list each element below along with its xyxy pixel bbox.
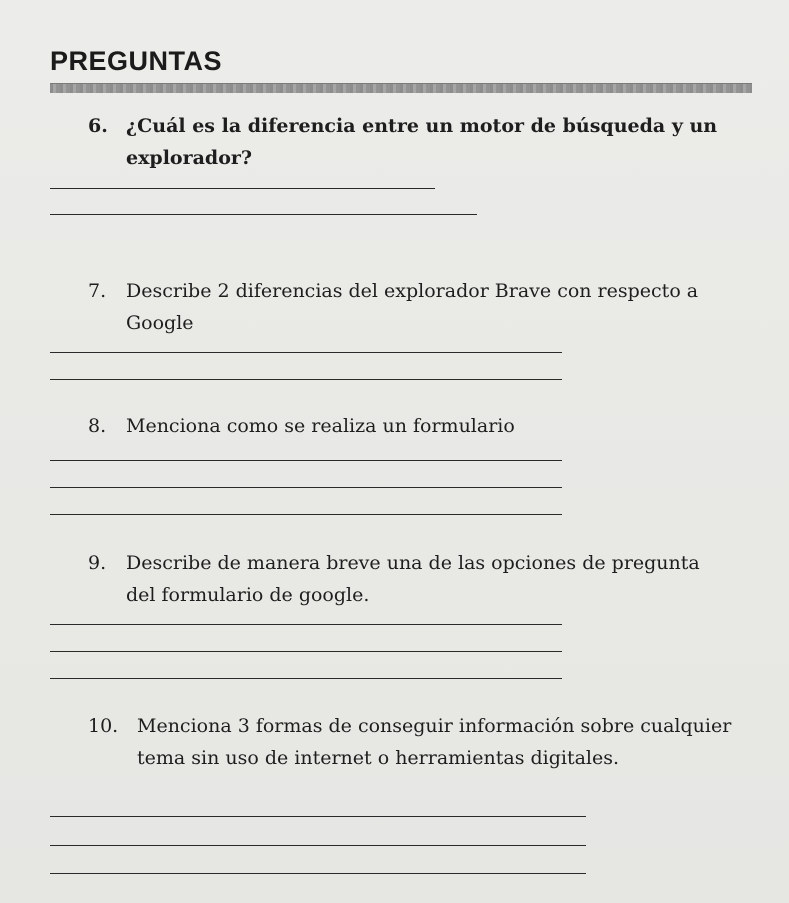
bleed-through-text [90, 20, 94, 38]
page-title: PREGUNTAS [50, 46, 223, 76]
question-8 [88, 410, 728, 442]
answer-line[interactable] [50, 188, 435, 189]
question-text: Menciona como se realiza un formulario [126, 415, 515, 437]
question-text: Menciona 3 formas de conseguir información sobre cualquier tema sin uso de internet o herramientas digitales. [137, 715, 732, 769]
answer-line[interactable] [50, 845, 586, 846]
answer-line[interactable] [50, 624, 562, 625]
answer-line[interactable] [50, 487, 562, 488]
question-text: ¿Cuál es la diferencia entre un motor de búsqueda y un explorador? [126, 115, 718, 169]
answer-line[interactable] [50, 678, 562, 679]
answer-line[interactable] [50, 379, 562, 380]
question-6 [88, 110, 728, 174]
question-text: Describe de manera breve una de las opciones de pregunta del formulario de google. [126, 552, 700, 606]
question-9 [88, 547, 728, 611]
question-number: 8. [88, 415, 107, 437]
question-number: 6. [88, 115, 108, 137]
question-7 [88, 275, 728, 339]
question-number: 10. [88, 715, 119, 737]
question-text: Describe 2 diferencias del explorador Brave con respecto a Google [126, 280, 699, 334]
question-number: 7. [88, 280, 107, 302]
answer-line[interactable] [50, 352, 562, 353]
question-10 [88, 710, 748, 774]
answer-line[interactable] [50, 651, 562, 652]
question-number: 9. [88, 552, 107, 574]
answer-line[interactable] [50, 816, 586, 817]
answer-line[interactable] [50, 514, 562, 515]
title-rule [50, 83, 752, 93]
answer-line[interactable] [50, 214, 477, 215]
answer-line[interactable] [50, 873, 586, 874]
answer-line[interactable] [50, 460, 562, 461]
